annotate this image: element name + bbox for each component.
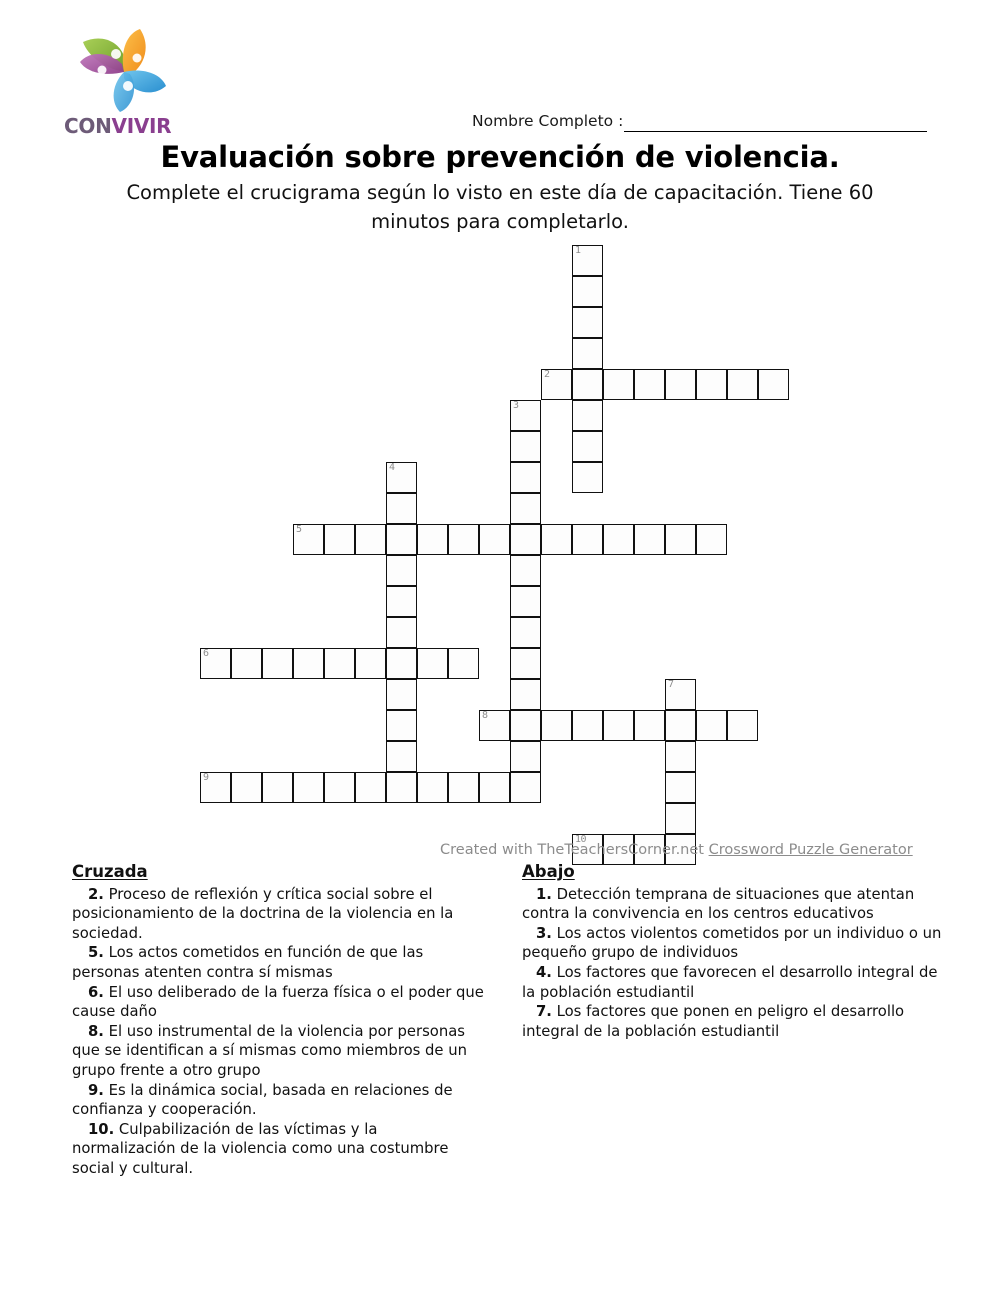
crossword-cell[interactable]: [324, 648, 355, 679]
crossword-cell[interactable]: [324, 524, 355, 555]
clue-number: 10.: [88, 1120, 115, 1138]
clue-text: Culpabilización de las víctimas y la normalización de la violencia como una costumbre social y cultural.: [72, 1120, 449, 1177]
clues-across-heading: Cruzada: [72, 862, 148, 881]
crossword-cell[interactable]: [603, 524, 634, 555]
crossword-cell[interactable]: [324, 772, 355, 803]
clue-text: Los actos violentos cometidos por un individuo o un pequeño grupo de individuos: [522, 924, 942, 962]
crossword-cell-number: 9: [203, 772, 209, 783]
crossword-cell-number: 6: [203, 648, 209, 659]
crossword-cell[interactable]: [417, 524, 448, 555]
convivir-wordmark: [64, 114, 171, 138]
clue-text: El uso instrumental de la violencia por personas que se identifican a sí mismas como miembros de un grupo frente a otro grupo: [72, 1022, 467, 1079]
clues-across-column: [72, 862, 484, 1179]
name-field-label: Nombre Completo :: [472, 112, 624, 130]
crossword-cell[interactable]: [510, 493, 541, 524]
clue-text: Los actos cometidos en función de que las personas atenten contra sí mismas: [72, 944, 424, 981]
crossword-cell[interactable]: [572, 245, 603, 276]
crossword-cell[interactable]: [479, 710, 510, 741]
crossword-cell[interactable]: [572, 524, 603, 555]
crossword-cell[interactable]: [572, 369, 603, 400]
generator-credit: [440, 842, 913, 858]
crossword-cell[interactable]: [727, 710, 758, 741]
logo-text-con: CON: [64, 114, 112, 138]
crossword-cell[interactable]: [200, 772, 231, 803]
page-subtitle: Complete el crucigrama según lo visto en este día de capacitación. Tiene 60 minutos para completarlo.: [126, 181, 874, 233]
clue-number: 9.: [88, 1081, 104, 1099]
crossword-cell[interactable]: [510, 555, 541, 586]
clue-item: [522, 1002, 942, 1041]
clue-number: 1.: [536, 885, 552, 903]
crossword-cell[interactable]: [510, 679, 541, 710]
crossword-cell-number: 7: [668, 679, 674, 690]
crossword-cell[interactable]: [386, 493, 417, 524]
clue-number: 7.: [536, 1003, 552, 1021]
crossword-cell[interactable]: [665, 741, 696, 772]
crossword-cell[interactable]: [510, 772, 541, 803]
crossword-cell[interactable]: [510, 648, 541, 679]
clue-item: [522, 924, 942, 963]
clue-number: 8.: [88, 1022, 104, 1040]
clue-text: Es la dinámica social, basada en relaciones de confianza y cooperación.: [72, 1081, 453, 1119]
crossword-cell[interactable]: [510, 741, 541, 772]
clue-item: [522, 963, 942, 1002]
clue-item: [72, 1081, 484, 1120]
crossword-cell[interactable]: [541, 710, 572, 741]
crossword-cell[interactable]: [262, 772, 293, 803]
crossword-cell[interactable]: [386, 648, 417, 679]
crossword-cell[interactable]: [572, 431, 603, 462]
crossword-cell[interactable]: [355, 524, 386, 555]
crossword-cell[interactable]: [541, 524, 572, 555]
crossword-cell[interactable]: [510, 617, 541, 648]
clues-down-column: [522, 862, 942, 1041]
clues-across-list: [72, 885, 484, 1179]
crossword-cell[interactable]: [510, 431, 541, 462]
crossword-cell-number: 1: [575, 245, 581, 256]
logo-text-vivir: VIVIR: [111, 114, 172, 138]
crossword-cell[interactable]: [417, 648, 448, 679]
crossword-cell[interactable]: [572, 710, 603, 741]
crossword-cell[interactable]: [293, 772, 324, 803]
crossword-cell[interactable]: [572, 400, 603, 431]
crossword-cell[interactable]: [696, 710, 727, 741]
crossword-cell[interactable]: [696, 524, 727, 555]
crossword-cell[interactable]: [665, 772, 696, 803]
crossword-cell[interactable]: [386, 741, 417, 772]
name-field-row: [472, 112, 932, 136]
crossword-cell[interactable]: [665, 679, 696, 710]
crossword-cell[interactable]: [355, 772, 386, 803]
crossword-cell[interactable]: [510, 524, 541, 555]
crossword-cell[interactable]: [479, 772, 510, 803]
crossword-cell[interactable]: [386, 555, 417, 586]
clue-text: Detección temprana de situaciones que atentan contra la convivencia en los centros educativos: [522, 885, 915, 923]
crossword-cell[interactable]: [634, 524, 665, 555]
convivir-logo: [62, 28, 192, 143]
crossword-cell[interactable]: [758, 369, 789, 400]
crossword-cell[interactable]: [572, 338, 603, 369]
crossword-cell[interactable]: [231, 648, 262, 679]
clue-number: 2.: [88, 885, 104, 903]
crossword-cell[interactable]: [479, 524, 510, 555]
clue-item: [72, 983, 484, 1022]
clue-item: [72, 1022, 484, 1081]
crossword-cell[interactable]: [448, 524, 479, 555]
crossword-cell[interactable]: [200, 648, 231, 679]
crossword-cell[interactable]: [386, 679, 417, 710]
clues-down-list: [522, 885, 942, 1042]
crossword-cell[interactable]: [603, 710, 634, 741]
crossword-cell[interactable]: [665, 369, 696, 400]
crossword-cell[interactable]: [386, 524, 417, 555]
crossword-cell[interactable]: [634, 710, 665, 741]
crossword-cell-number: 5: [296, 524, 302, 535]
credit-link[interactable]: Crossword Puzzle Generator: [708, 842, 913, 858]
crossword-cell[interactable]: [386, 586, 417, 617]
crossword-cell[interactable]: [386, 772, 417, 803]
crossword-cell-number: 8: [482, 710, 488, 721]
crossword-cell[interactable]: [665, 803, 696, 834]
crossword-cell[interactable]: [696, 369, 727, 400]
crossword-cell-number: 10: [575, 834, 587, 845]
crossword-cell[interactable]: [727, 369, 758, 400]
crossword-cell[interactable]: [510, 462, 541, 493]
clue-item: [72, 943, 484, 982]
clue-number: 3.: [536, 924, 552, 942]
clue-text: Los factores que ponen en peligro el desarrollo integral de la población estudiantil: [522, 1003, 905, 1040]
crossword-cell[interactable]: [634, 369, 665, 400]
clues-down-heading: Abajo: [522, 862, 575, 881]
crossword-cell[interactable]: [386, 462, 417, 493]
crossword-cell[interactable]: [665, 710, 696, 741]
page-title: Evaluación sobre prevención de violencia.: [160, 140, 840, 174]
convivir-pinwheel-icon: [68, 28, 180, 116]
crossword-cell[interactable]: [510, 710, 541, 741]
crossword-cell[interactable]: [417, 772, 448, 803]
crossword-cell[interactable]: [231, 772, 262, 803]
clue-number: 4.: [536, 963, 552, 981]
crossword-cell[interactable]: [355, 648, 386, 679]
crossword-cell[interactable]: [603, 369, 634, 400]
crossword-cell[interactable]: [572, 462, 603, 493]
clue-item: [72, 1120, 484, 1179]
clue-item: [72, 885, 484, 944]
crossword-cell[interactable]: [386, 617, 417, 648]
crossword-cell[interactable]: [510, 400, 541, 431]
crossword-cell[interactable]: [541, 369, 572, 400]
crossword-cell[interactable]: [293, 524, 324, 555]
clue-text: Proceso de reflexión y crítica social sobre el posicionamiento de la doctrina de la violencia en la sociedad.: [72, 885, 454, 942]
crossword-cell[interactable]: [510, 586, 541, 617]
crossword-cell[interactable]: [448, 648, 479, 679]
clue-item: [522, 885, 942, 924]
crossword-cell-number: 4: [389, 462, 395, 473]
clue-text: El uso deliberado de la fuerza física o el poder que cause daño: [72, 983, 484, 1021]
crossword-cell[interactable]: [262, 648, 293, 679]
crossword-cell-number: 2: [544, 369, 550, 380]
crossword-cell[interactable]: [572, 276, 603, 307]
crossword-cell-number: 3: [513, 400, 519, 411]
crossword-cell[interactable]: [293, 648, 324, 679]
clue-text: Los factores que favorecen el desarrollo integral de la población estudiantil: [522, 963, 938, 1001]
crossword-cell[interactable]: [572, 307, 603, 338]
crossword-cell[interactable]: [448, 772, 479, 803]
name-input-line[interactable]: [624, 131, 927, 132]
crossword-grid[interactable]: [200, 245, 820, 845]
clue-number: 6.: [88, 983, 104, 1001]
crossword-cell[interactable]: [665, 524, 696, 555]
clue-number: 5.: [88, 944, 104, 962]
crossword-cell[interactable]: [386, 710, 417, 741]
credit-text: Created with TheTeachersCorner.net: [440, 842, 709, 858]
